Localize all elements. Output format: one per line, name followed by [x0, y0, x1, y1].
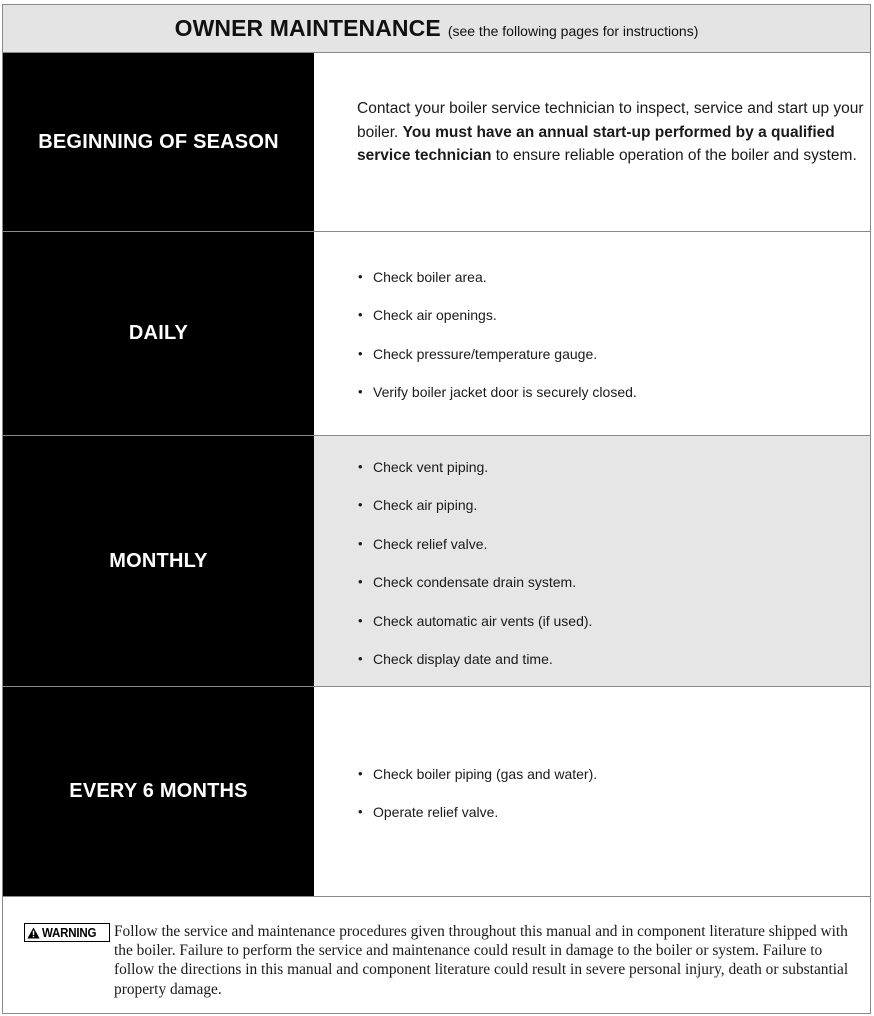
bullet-icon: •: [358, 345, 363, 361]
bullet-icon: •: [358, 384, 363, 400]
list-item-text: Check boiler area.: [373, 269, 487, 285]
warning-triangle-icon: [27, 927, 40, 939]
list-item-text: Check pressure/temperature gauge.: [373, 345, 598, 362]
list-item: [358, 306, 637, 344]
season-instructions: [357, 97, 872, 168]
row-beginning-of-season: [3, 53, 870, 232]
list-item-text: Check air piping.: [373, 497, 478, 514]
list-item: [358, 458, 592, 496]
bullet-icon: •: [358, 766, 363, 781]
list-item: [358, 496, 592, 534]
bullet-icon: •: [358, 574, 363, 590]
row-body-monthly: [314, 436, 870, 686]
bullet-icon: •: [358, 307, 363, 323]
list-item-text: Check air openings.: [373, 307, 497, 324]
list-item-text: Operate relief valve.: [373, 804, 499, 821]
bullet-icon: •: [358, 650, 363, 666]
list-item-text: Verify boiler jacket door is securely closed.: [373, 384, 637, 401]
list-item-text: Check relief valve.: [373, 535, 488, 552]
list-item: [358, 345, 637, 383]
header-subtitle: (see the following pages for instructions): [447, 23, 699, 39]
list-item: [358, 612, 592, 650]
season-text-bold: You must have an annual start-up performed by a qualified service technician: [357, 123, 835, 164]
daily-checklist: [358, 268, 637, 422]
bullet-icon: •: [358, 612, 363, 628]
six-month-checklist: [358, 765, 597, 842]
list-item: [358, 268, 637, 306]
list-item: [358, 535, 592, 573]
row-every-6-months: [3, 687, 870, 897]
list-item: [358, 383, 637, 421]
season-text-part1: Contact your boiler service technician to inspect, service and start up your boiler.: [357, 100, 864, 141]
row-label-beginning-of-season: BEGINNING OF SEASON: [3, 53, 314, 231]
bullet-icon: •: [358, 459, 363, 474]
season-text-part2: to ensure reliable operation of the boiler and system.: [491, 147, 857, 164]
list-item-text: Check boiler piping (gas and water).: [373, 766, 598, 782]
row-daily: [3, 232, 870, 436]
warning-text: Follow the service and maintenance procedures given throughout this manual and in component literature shipped with the boiler. Failure to perform the service and maintenance could result in damage to the boiler or system. Failure to follow the directions in this manual and component literature could result in severe personal injury, death or substantial property damage.: [114, 923, 849, 998]
bullet-icon: •: [358, 535, 363, 551]
bullet-icon: •: [358, 497, 363, 513]
list-item-text: Check automatic air vents (if used).: [373, 612, 593, 629]
row-monthly: [3, 436, 870, 687]
row-body-daily: [314, 232, 870, 435]
warning-badge: [24, 923, 110, 942]
list-item: [358, 573, 592, 611]
list-item-text: Check vent piping.: [373, 459, 489, 475]
monthly-checklist: [358, 458, 592, 688]
row-body-every-6-months: [314, 687, 870, 896]
list-item-text: Check display date and time.: [373, 650, 553, 667]
list-item-text: Check condensate drain system.: [373, 574, 577, 591]
list-item: [358, 803, 597, 841]
bullet-icon: •: [358, 804, 363, 820]
header-title: OWNER MAINTENANCE: [174, 15, 441, 41]
table-header: [3, 5, 870, 53]
row-label-monthly: MONTHLY: [3, 436, 314, 686]
warning-notice: [3, 897, 870, 1013]
row-label-daily: DAILY: [3, 232, 314, 435]
owner-maintenance-table: [2, 4, 871, 1014]
bullet-icon: •: [358, 269, 363, 284]
row-label-every-6-months: EVERY 6 MONTHS: [3, 687, 314, 896]
list-item: [358, 765, 597, 803]
warning-badge-label: WARNING: [42, 925, 97, 940]
list-item: [358, 650, 592, 688]
row-body-beginning-of-season: [314, 53, 870, 231]
